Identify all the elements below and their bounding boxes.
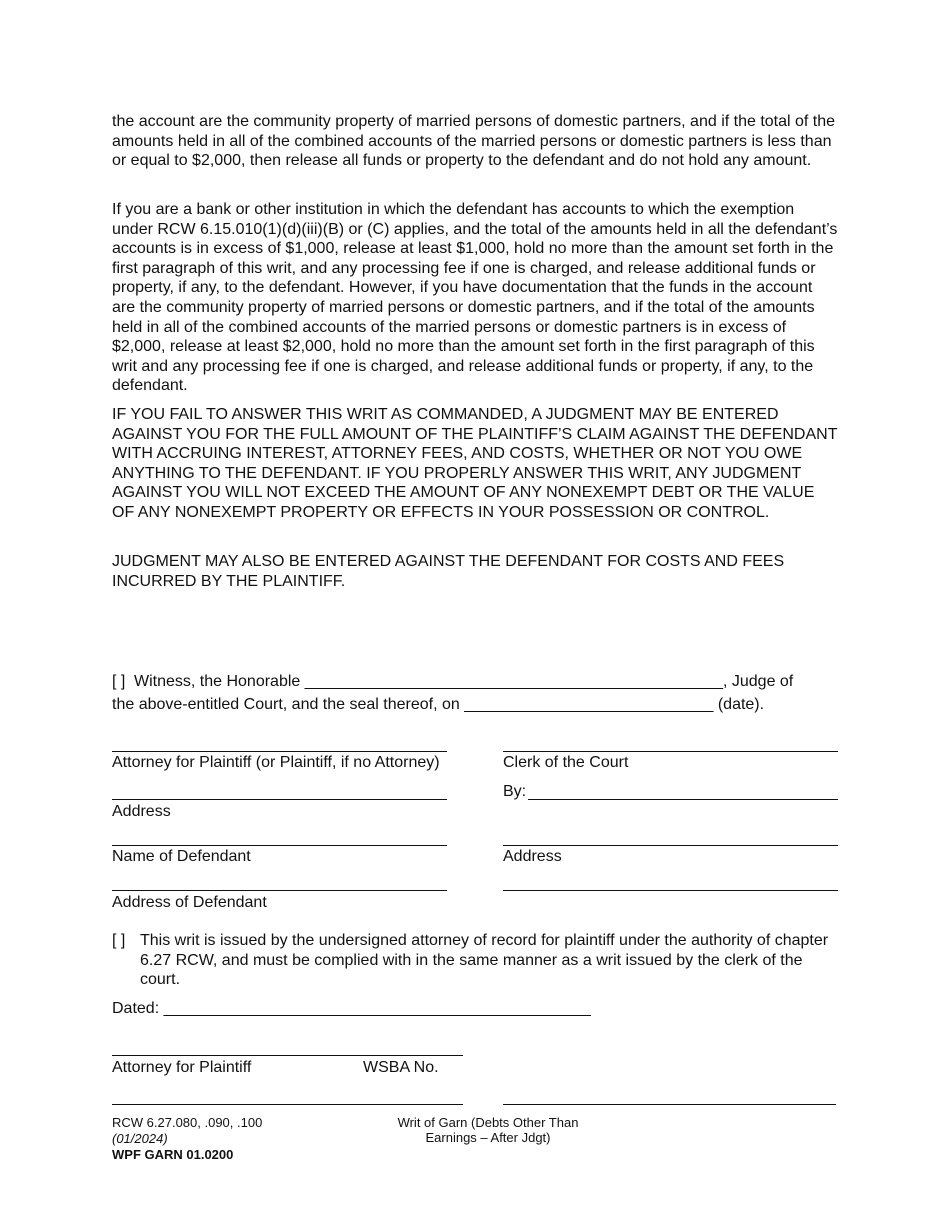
defendant-address-label: Address of Defendant (112, 894, 267, 911)
witness-checkbox[interactable]: [ ] (112, 673, 126, 690)
attorney-plaintiff-signature-line[interactable] (112, 1055, 463, 1056)
attorney-label: Attorney for Plaintiff (or Plaintiff, if no Attorney) (112, 754, 440, 771)
footer-date: (01/2024) (112, 1131, 168, 1146)
clerk-address-line-2[interactable] (503, 890, 838, 891)
defendant-name-line[interactable] (112, 845, 447, 846)
clerk-address-label: Address (503, 848, 562, 865)
attorney-address-line[interactable] (112, 799, 447, 800)
clerk-address-line[interactable] (503, 845, 838, 846)
footer-title (368, 1115, 608, 1145)
dated-line[interactable]: Dated: ________________________________________________ (112, 1000, 591, 1017)
witness-line-2: the above-entitled Court, and the seal thereof, on ____________________________ (date). (112, 696, 765, 713)
footer-rule-left (112, 1104, 463, 1105)
footer-rule-right (503, 1104, 836, 1105)
issued-text: This writ is issued by the undersigned attorney of record for plaintiff under the authority of chapter 6.27 RCW, and must be complied with in the same manner as a writ issued by the clerk of the court. (140, 932, 829, 989)
footer-form-id: WPF GARN 01.0200 (112, 1147, 234, 1162)
defendant-address-line[interactable] (112, 890, 447, 891)
paragraph-failure-warning: IF YOU FAIL TO ANSWER THIS WRIT AS COMMANDED, A JUDGMENT MAY BE ENTERED AGAINST YOU FOR THE FULL AMOUNT OF THE PLAINTIFF’S CLAIM AGAINST THE DEFENDANT WITH ACCRUING INTEREST, ATTORNEY FEES, AND COSTS, WHETHER OR NOT YOU OWE ANYTHING TO THE DEFENDANT. IF YOU PROPERLY ANSWER THIS WRIT, ANY JUDGMENT AGAINST YOU WILL NOT EXCEED THE AMOUNT OF ANY NONEXEMPT DEBT OR THE VALUE OF ANY NONEXEMPT PROPERTY OR EFFECTS IN YOUR POSSESSION OR CONTROL. (112, 406, 838, 521)
clerk-signature-line[interactable] (503, 751, 838, 752)
clerk-label: Clerk of the Court (503, 754, 629, 771)
witness-line-1: Witness, the Honorable _______________________________________________, Judge of (134, 673, 794, 690)
attorney-signature-line[interactable] (112, 751, 447, 752)
defendant-name-label: Name of Defendant (112, 848, 251, 865)
wsba-label: WSBA No. (363, 1059, 439, 1076)
by-label: By: (503, 783, 527, 800)
attorney-plaintiff-label: Attorney for Plaintiff (112, 1059, 252, 1076)
footer-title-line-2: Earnings – After Jdgt) (425, 1130, 551, 1145)
issued-checkbox[interactable]: [ ] (112, 932, 126, 949)
paragraph-bank-exemption: If you are a bank or other institution in which the defendant has accounts to which the exemption under RCW 6.15.010(1)(d)(iii)(B) or (C) applies, and the total of the amounts held in all the defendant’s accounts is in excess of $1,000, release at least $1,000, hold no more than the amount set forth in the first paragraph of this writ, and any processing fee if one is charged, and release additional funds or property, if any, to the defendant. However, if you have documentation that the funds in the account are the community property of married persons or domestic partners, and if the total of the amounts held in all of the combined accounts of the married persons or domestic partners is in excess of $2,000, release at least $2,000, hold no more than the amount set forth in the first paragraph of this writ and any processing fee if one is charged, and release additional funds or property, if any, to the defendant. (112, 201, 838, 395)
address-label: Address (112, 803, 171, 820)
paragraph-judgment-costs: JUDGMENT MAY ALSO BE ENTERED AGAINST THE DEFENDANT FOR COSTS AND FEES INCURRED BY THE PLAINTIFF. (112, 553, 785, 590)
footer-rcw: RCW 6.27.080, .090, .100 (112, 1115, 263, 1130)
footer-title-line-1: Writ of Garn (Debts Other Than (397, 1115, 579, 1130)
paragraph-community-property: the account are the community property of married persons of domestic partners, and if the total of the amounts held in all of the combined accounts of the married persons or domestic partners is less than or equal to $2,000, then release all funds or property to the defendant and do not hold any amount. (112, 113, 836, 170)
clerk-by-line[interactable] (528, 799, 838, 800)
